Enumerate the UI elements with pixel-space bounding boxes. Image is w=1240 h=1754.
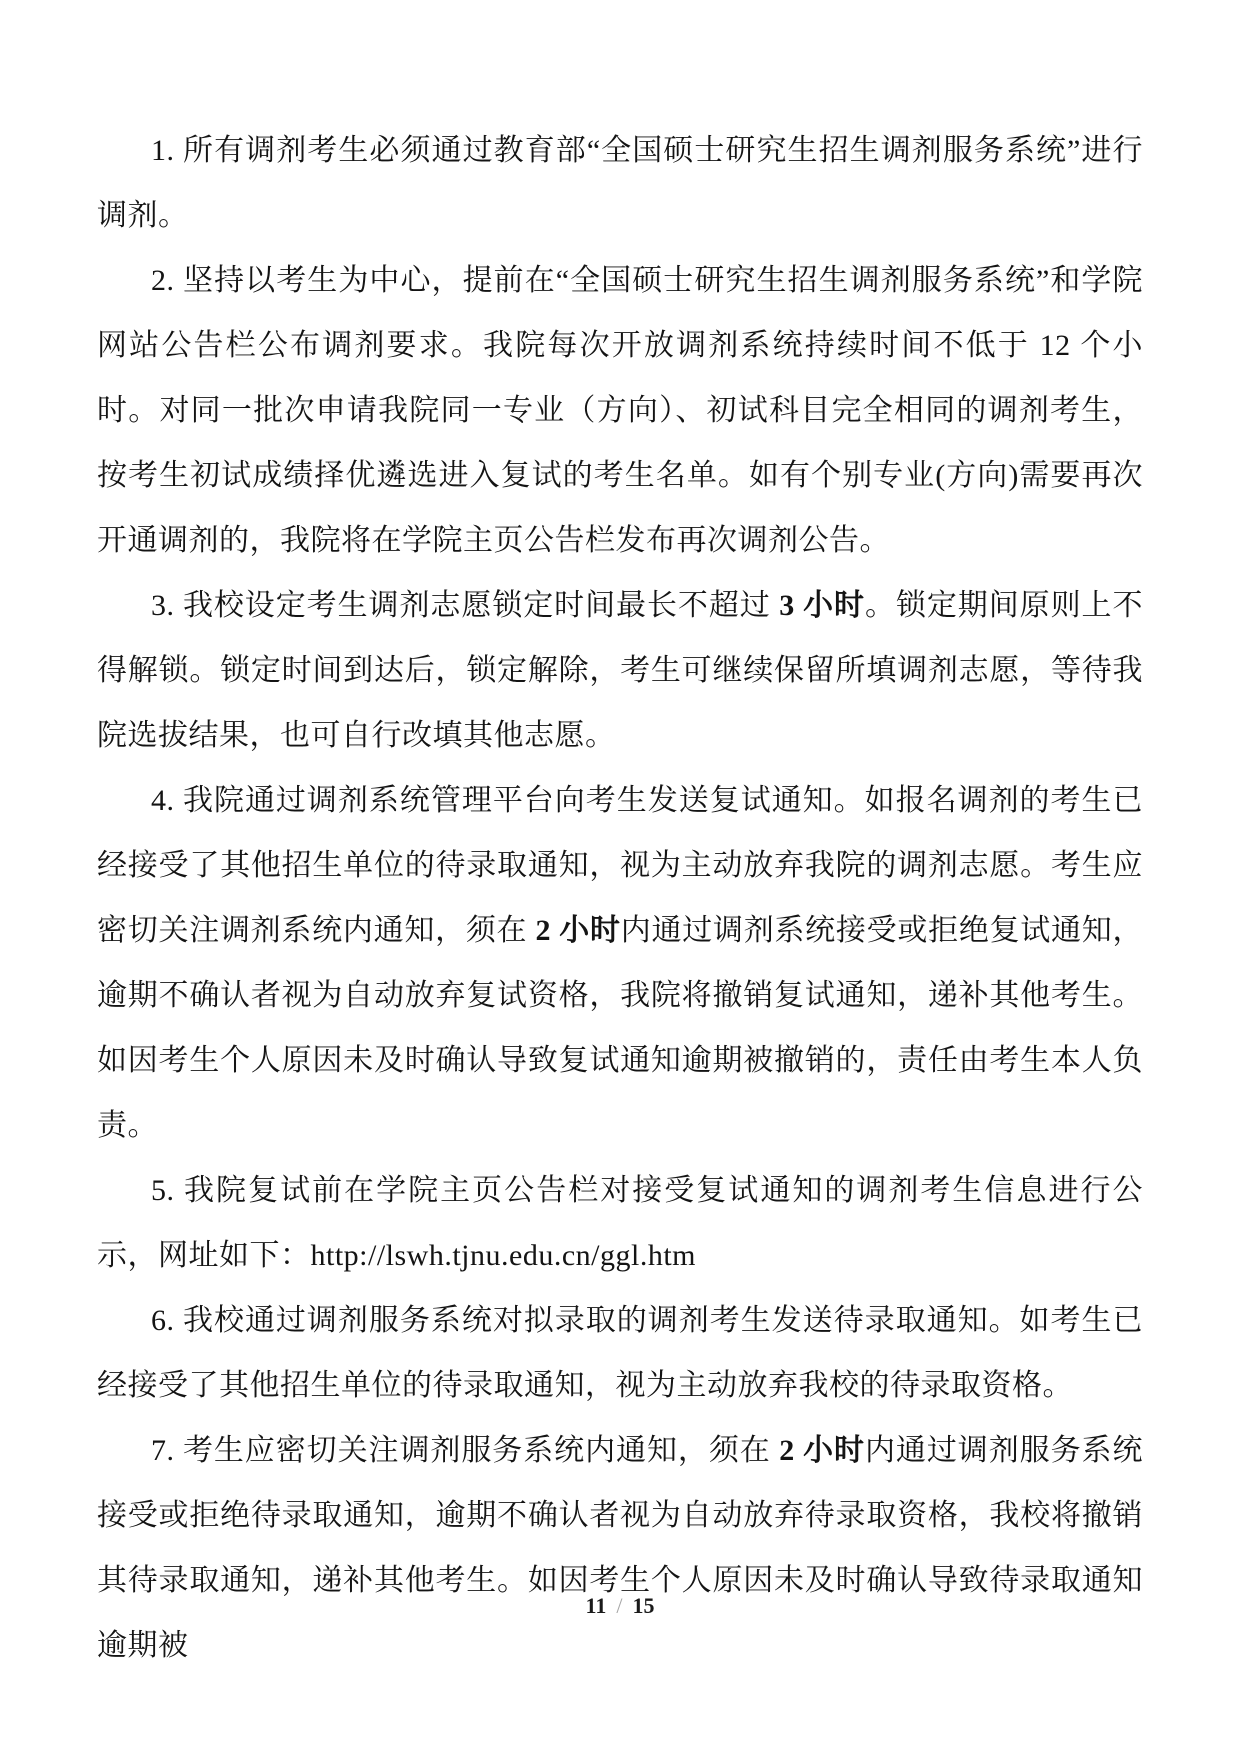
paragraph-4-text: 4. 我院通过调剂系统管理平台向考生发送复试通知。如报名调剂的考生已经接受了其他招生单位的待录取通知，视为主动放弃我院的调剂志愿。考生应密切关注调剂系统内通知，须在 <box>97 784 1143 947</box>
paragraph-7 <box>97 1418 1143 1678</box>
paragraph-2: 2. 坚持以考生为中心，提前在“全国硕士研究生招生调剂服务系统”和学院网站公告栏公布调剂要求。我院每次开放调剂系统持续时间不低于 12 个小时。对同一批次申请我院同一专业（方向）、初试科目完全相同的调剂考生，按考生初试成绩择优遴选进入复试的考生名单。如有个别专业(方向)需要再次开通调剂的，我院将在学院主页公告栏发布再次调剂公告。 <box>97 264 1143 557</box>
page-number-separator: / <box>616 1593 623 1618</box>
paragraph-4 <box>97 768 1143 1158</box>
paragraph-1: 1. 所有调剂考生必须通过教育部“全国硕士研究生招生调剂服务系统”进行调剂。 <box>97 134 1143 232</box>
admission-confirm-duration-bold: 2 小时 <box>779 1434 865 1467</box>
confirm-duration-bold: 2 小时 <box>535 914 621 947</box>
lock-duration-bold: 3 小时 <box>779 589 865 622</box>
paragraph-3 <box>97 573 1143 768</box>
paragraph-5-text: 5. 我院复试前在学院主页公告栏对接受复试通知的调剂考生信息进行公示，网址如下： <box>97 1174 1143 1272</box>
paragraph-7-text: 7. 考生应密切关注调剂服务系统内通知，须在 <box>151 1434 780 1467</box>
paragraph-3-text-cont: 。锁定期间原则上不得解锁。锁定时间到达后，锁定解除，考生可继续保留所填调剂志愿，等待我院选拔结果，也可自行改填其他志愿。 <box>97 589 1143 752</box>
page-footer <box>0 1592 1240 1620</box>
current-page-number: 11 <box>585 1593 607 1618</box>
paragraph-3-text: 3. 我校设定考生调剂志愿锁定时间最长不超过 <box>151 589 780 622</box>
paragraph-6: 6. 我校通过调剂服务系统对拟录取的调剂考生发送待录取通知。如考生已经接受了其他招生单位的待录取通知，视为主动放弃我校的待录取资格。 <box>97 1304 1143 1402</box>
paragraph-5 <box>97 1158 1143 1288</box>
paragraph-7-text-cont: 内通过调剂服务系统接受或拒绝待录取通知，逾期不确认者视为自动放弃待录取资格，我校将撤销其待录取通知，递补其他考生。如因考生个人原因未及时确认导致待录取通知逾期被 <box>97 1434 1143 1662</box>
announcement-url: http://lswh.tjnu.edu.cn/ggl.htm <box>310 1239 696 1272</box>
total-page-count: 15 <box>632 1593 655 1618</box>
paragraph-4-text-cont: 内通过调剂系统接受或拒绝复试通知，逾期不确认者视为自动放弃复试资格，我院将撤销复试通知，递补其他考生。如因考生个人原因未及时确认导致复试通知逾期被撤销的，责任由考生本人负责。 <box>97 914 1144 1142</box>
document-body <box>97 118 1143 1678</box>
